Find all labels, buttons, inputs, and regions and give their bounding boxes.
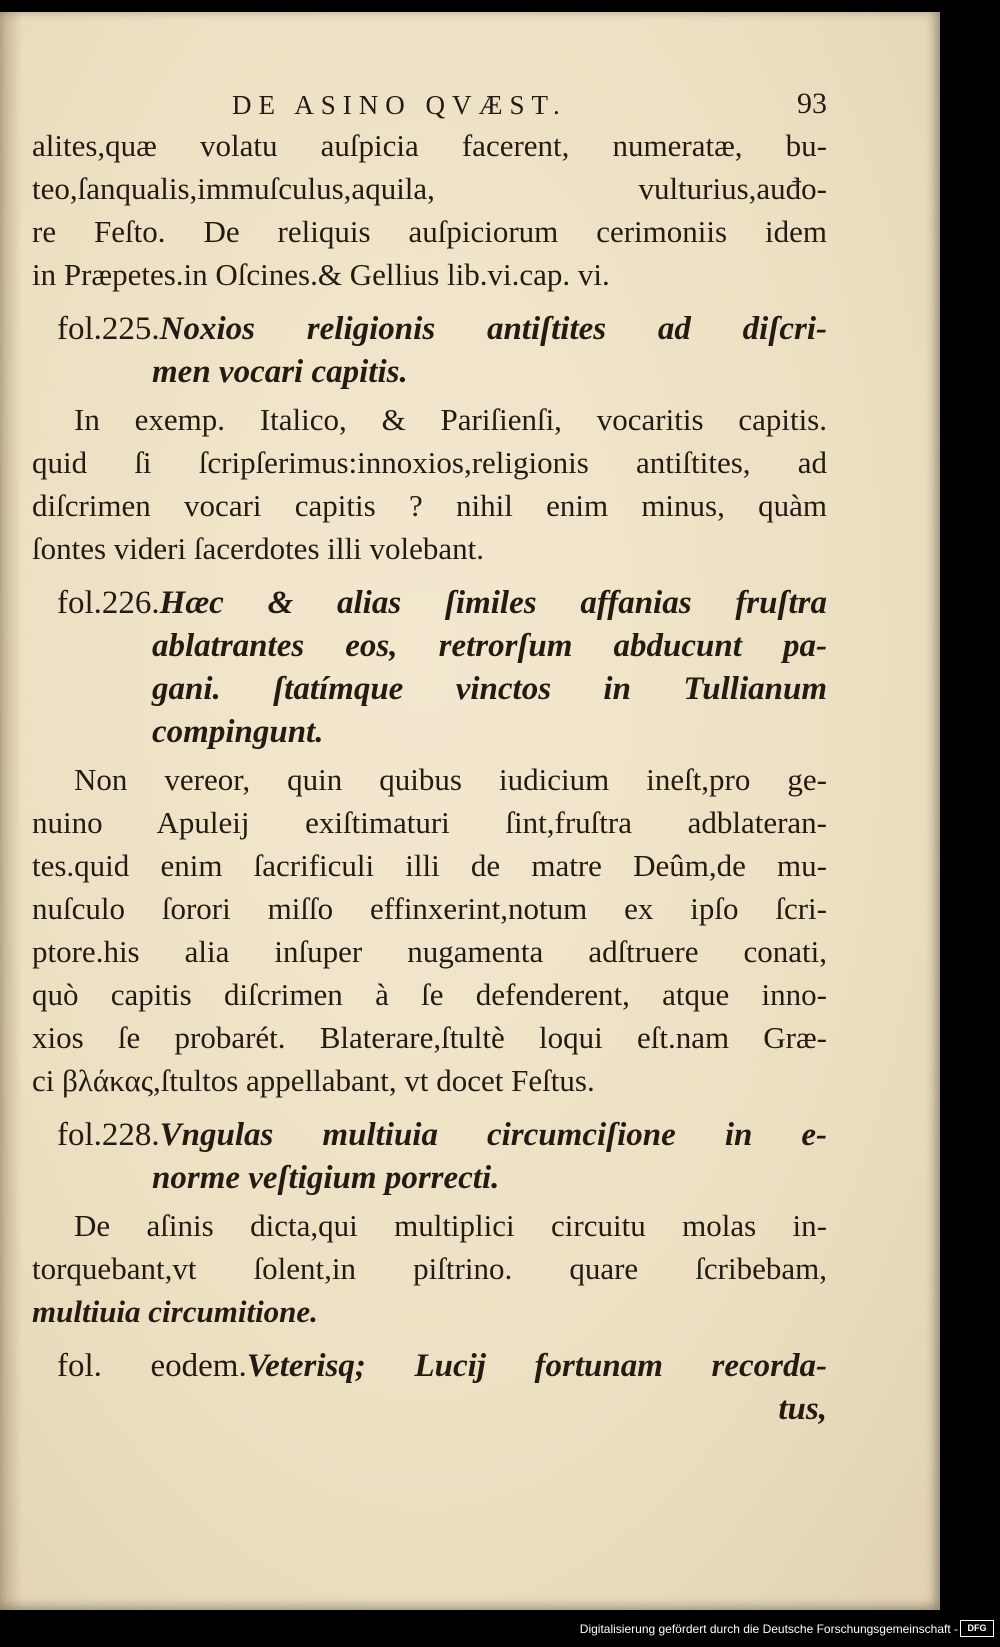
text-line: teo,ſanqualis,immuſculus,aquila, vulturius,auđo- — [32, 171, 827, 206]
text-line: tes.quid enim ſacrificuli illi de matre Deûm,de mu- — [32, 848, 827, 883]
text-line: xios ſe probarét. Blaterare,ſtultè loqui eſt.nam Græ- — [32, 1020, 827, 1055]
page-gutter-shadow — [0, 12, 22, 1610]
lemma-text: Vngulas multiuia circumciſione in e- — [159, 1117, 827, 1153]
text-line: torquebant,vt ſolent,in piſtrino. quare ſcribebam, — [32, 1251, 827, 1286]
footer-bar — [0, 1610, 1000, 1647]
lemma-line: compingunt. — [152, 714, 324, 750]
lemma-line — [32, 308, 827, 351]
page-header — [32, 82, 827, 124]
lemma-label: fol. eodem. — [57, 1348, 247, 1384]
text-line: Non vereor, quin quibus iudicium ineſt,pro ge- — [74, 762, 827, 797]
running-title: DE ASINO QVÆST. — [232, 90, 567, 120]
lemma-fol-226 — [32, 582, 827, 754]
text-line: alites,quæ volatu auſpicia facerent, numeratæ, bu- — [32, 128, 827, 163]
text-line: ci βλάκας,ſtultos appellabant, vt docet Feſtus. — [32, 1063, 595, 1098]
text-line: re Feſto. De reliquis auſpiciorum cerimoniis idem — [32, 214, 827, 249]
lemma-label: fol.228. — [57, 1117, 160, 1153]
lemma-text: Veterisq; Lucij fortunam recorda- — [246, 1348, 827, 1384]
text-line: De aſinis dicta,qui multiplici circuitu molas in- — [74, 1208, 827, 1243]
text-line: quò capitis diſcrimen à ſe defenderent, atque inno- — [32, 977, 827, 1012]
lemma-line — [32, 1114, 827, 1157]
footer-credit: Digitalisierung gefördert durch die Deutsche Forschungsgemeinschaft - — [579, 1622, 958, 1636]
text-line: ſontes videri ſacerdotes illi volebant. — [32, 531, 484, 566]
lemma-fol-225 — [32, 308, 827, 394]
dfg-logo: DFG — [960, 1620, 994, 1637]
text-line: multiuia circumitione. — [32, 1294, 318, 1329]
text-line: quid ſi ſcripſerimus:innoxios,religionis antiſtites, ad — [32, 445, 827, 480]
page-text-block — [32, 82, 827, 1431]
lemma-text: Hæc & alias ſimiles affanias fruſtra — [159, 585, 827, 621]
text-line: diſcrimen vocari capitis ? nihil enim minus, quàm — [32, 488, 827, 523]
lemma-fol-228 — [32, 1114, 827, 1200]
lemma-line: ablatrantes eos, retrorſum abducunt pa- — [152, 628, 827, 664]
book-page — [0, 12, 940, 1610]
lemma-line: men vocari capitis. — [152, 354, 408, 390]
lemma-line — [32, 1345, 827, 1388]
comment-fol-226 — [32, 758, 827, 1102]
lemma-label: fol.226. — [57, 585, 160, 621]
text-line: In exemp. Italico, & Pariſienſi, vocaritis capitis. — [74, 402, 827, 437]
lemma-line: gani. ſtatímque vinctos in Tullianum — [152, 671, 827, 707]
intro-paragraph — [32, 124, 827, 296]
lemma-fol-eodem — [32, 1345, 827, 1431]
text-line: nuſculo ſorori miſſo effinxerint,notum ex ipſo ſcri- — [32, 891, 827, 926]
comment-fol-225 — [32, 398, 827, 570]
lemma-label: fol.225. — [57, 311, 160, 347]
lemma-line — [32, 582, 827, 625]
comment-fol-228 — [32, 1204, 827, 1333]
lemma-text: Noxios religionis antiſtites ad diſcri- — [159, 311, 827, 347]
lemma-line: tus, — [778, 1391, 827, 1427]
text-line: nuino Apuleij exiſtimaturi ſint,fruſtra adblateran- — [32, 805, 827, 840]
lemma-line: norme veſtigium porrecti. — [152, 1160, 500, 1196]
page-number: 93 — [797, 87, 827, 120]
text-line: in Præpetes.in Oſcines.& Gellius lib.vi.cap. vi. — [32, 257, 610, 292]
text-line: ptore.his alia inſuper nugamenta adſtruere conati, — [32, 934, 827, 969]
